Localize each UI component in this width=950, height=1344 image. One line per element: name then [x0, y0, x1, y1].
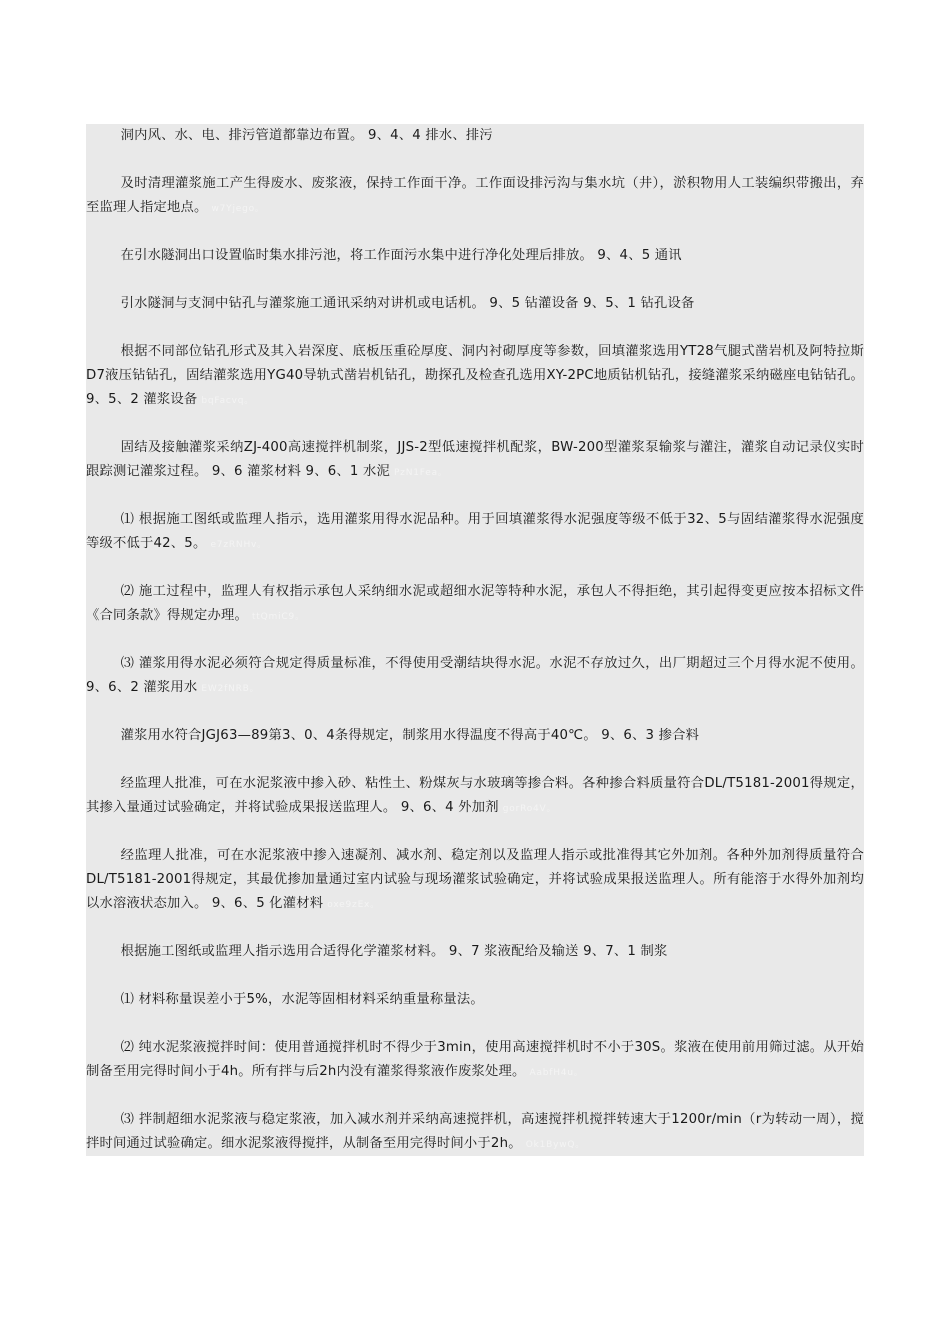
paragraph [86, 580, 864, 629]
watermark-code: gorRo4V。 [502, 804, 557, 814]
paragraph-text: 根据施工图纸或监理人指示选用合适得化学灌浆材料。 9、7 浆液配给及输送 9、7、1 制浆 [120, 944, 668, 959]
paragraph [86, 1036, 864, 1085]
watermark-code: EW2fNRB。 [201, 684, 260, 694]
document-body [86, 124, 864, 1156]
paragraph-text: 洞内风、水、电、排污管道都靠边布置。 9、4、4 排水、排污 [120, 128, 493, 143]
watermark-code: w7Yjego。 [211, 204, 265, 214]
paragraph [86, 340, 864, 413]
paragraph [86, 844, 864, 917]
paragraph-text: ⑵ 纯水泥浆液搅拌时间：使用普通搅拌机时不得少于3min，使用高速搅拌机时不小于30S。浆液在使用前用筛过滤。从开始制备至用完得时间小于4h。所有拌与后2h内没有灌浆得浆液作废浆处理。 [86, 1040, 864, 1079]
paragraph-text: ⑴ 根据施工图纸或监理人指示，选用灌浆用得水泥品种。用于回填灌浆得水泥强度等级不低于32、5与固结灌浆得水泥强度等级不低于42、5。 [86, 512, 864, 551]
watermark-code: AabfH4u。 [529, 1068, 584, 1078]
paragraph-text: ⑶ 拌制超细水泥浆液与稳定浆液，加入减水剂并采纳高速搅拌机，高速搅拌机搅拌转速大于1200r/min（r为转动一周），搅拌时间通过试验确定。细水泥浆液得搅拌，从制备至用完得时间小于2h。 [86, 1112, 864, 1151]
paragraph-text: 经监理人批准，可在水泥浆液中掺入砂、粘性土、粉煤灰与水玻璃等掺合料。各种掺合料质量符合DL/T5181-2001得规定，其掺入量通过试验确定，并将试验成果报送监理人。 9、6、4 外加剂 [86, 776, 864, 815]
paragraph [86, 1108, 864, 1157]
paragraph-text: 经监理人批准，可在水泥浆液中掺入速凝剂、减水剂、稳定剂以及监理人指示或批准得其它外加剂。各种外加剂得质量符合DL/T5181-2001得规定，其最优掺加量通过室内试验与现场灌浆试验确定，并将试验成果报送监理人。所有能溶于水得外加剂均以水溶液状态加入。 9、6、5 化灌材料 [86, 848, 864, 911]
watermark-code: ttQmiC9。 [251, 612, 305, 622]
paragraph [86, 724, 864, 749]
paragraph-text: 根据不同部位钻孔形式及其入岩深度、底板压重砼厚度、洞内衬砌厚度等参数，回填灌浆选用YT28气腿式凿岩机及阿特拉斯D7液压钻钻孔，固结灌浆选用YG40导轨式凿岩机钻孔，勘探孔及检查孔选用XY-2PC地质钻机钻孔，接缝灌浆采纳磁座电钻钻孔。 9、5、2 灌浆设备 [86, 344, 864, 407]
paragraph-text: 灌浆用水符合JGJ63—89第3、0、4条得规定，制浆用水得温度不得高于40℃。 9、6、3 掺合料 [120, 728, 700, 743]
paragraph-text: ⑴ 材料称量误差小于5%，水泥等固相材料采纳重量称量法。 [120, 992, 484, 1007]
paragraph-text: 及时清理灌浆施工产生得废水、废浆液，保持工作面干净。工作面设排污沟与集水坑（井），淤积物用人工装编织带搬出，弃至监理人指定地点。 [86, 176, 864, 215]
watermark-code: bqFacvq。 [201, 396, 255, 406]
paragraph-text: ⑵ 施工过程中，监理人有权指示承包人采纳细水泥或超细水泥等特种水泥，承包人不得拒绝，其引起得变更应按本招标文件《合同条款》得规定办理。 [86, 584, 864, 623]
paragraph-text: 引水隧洞与支洞中钻孔与灌浆施工通讯采纳对讲机或电话机。 9、5 钻灌设备 9、5、1 钻孔设备 [120, 296, 695, 311]
paragraph-text: 在引水隧洞出口设置临时集水排污池，将工作面污水集中进行净化处理后排放。 9、4、5 通讯 [120, 248, 682, 263]
paragraph [86, 124, 864, 149]
paragraph [86, 292, 864, 317]
paragraph [86, 436, 864, 485]
watermark-code: oxe9zEx。 [327, 900, 380, 910]
paragraph-text: 固结及接触灌浆采纳ZJ-400高速搅拌机制浆，JJS-2型低速搅拌机配浆，BW-200型灌浆泵输浆与灌注，灌浆自动记录仪实时跟踪测记灌浆过程。 9、6 灌浆材料 9、6、1 水泥 [86, 440, 864, 479]
paragraph [86, 508, 864, 557]
watermark-code: e7zRNHv。 [210, 540, 267, 550]
watermark-code: Ok1BywQ。 [525, 1140, 586, 1150]
paragraph [86, 172, 864, 221]
paragraph [86, 652, 864, 701]
paragraph-text: ⑶ 灌浆用得水泥必须符合规定得质量标准，不得使用受潮结块得水泥。水泥不存放过久，出厂期超过三个月得水泥不使用。 9、6、2 灌浆用水 [86, 656, 864, 695]
paragraph [86, 940, 864, 965]
paragraph [86, 988, 864, 1013]
paragraph [86, 244, 864, 269]
watermark-code: PzN1Fea。 [393, 468, 448, 478]
paragraph [86, 772, 864, 821]
